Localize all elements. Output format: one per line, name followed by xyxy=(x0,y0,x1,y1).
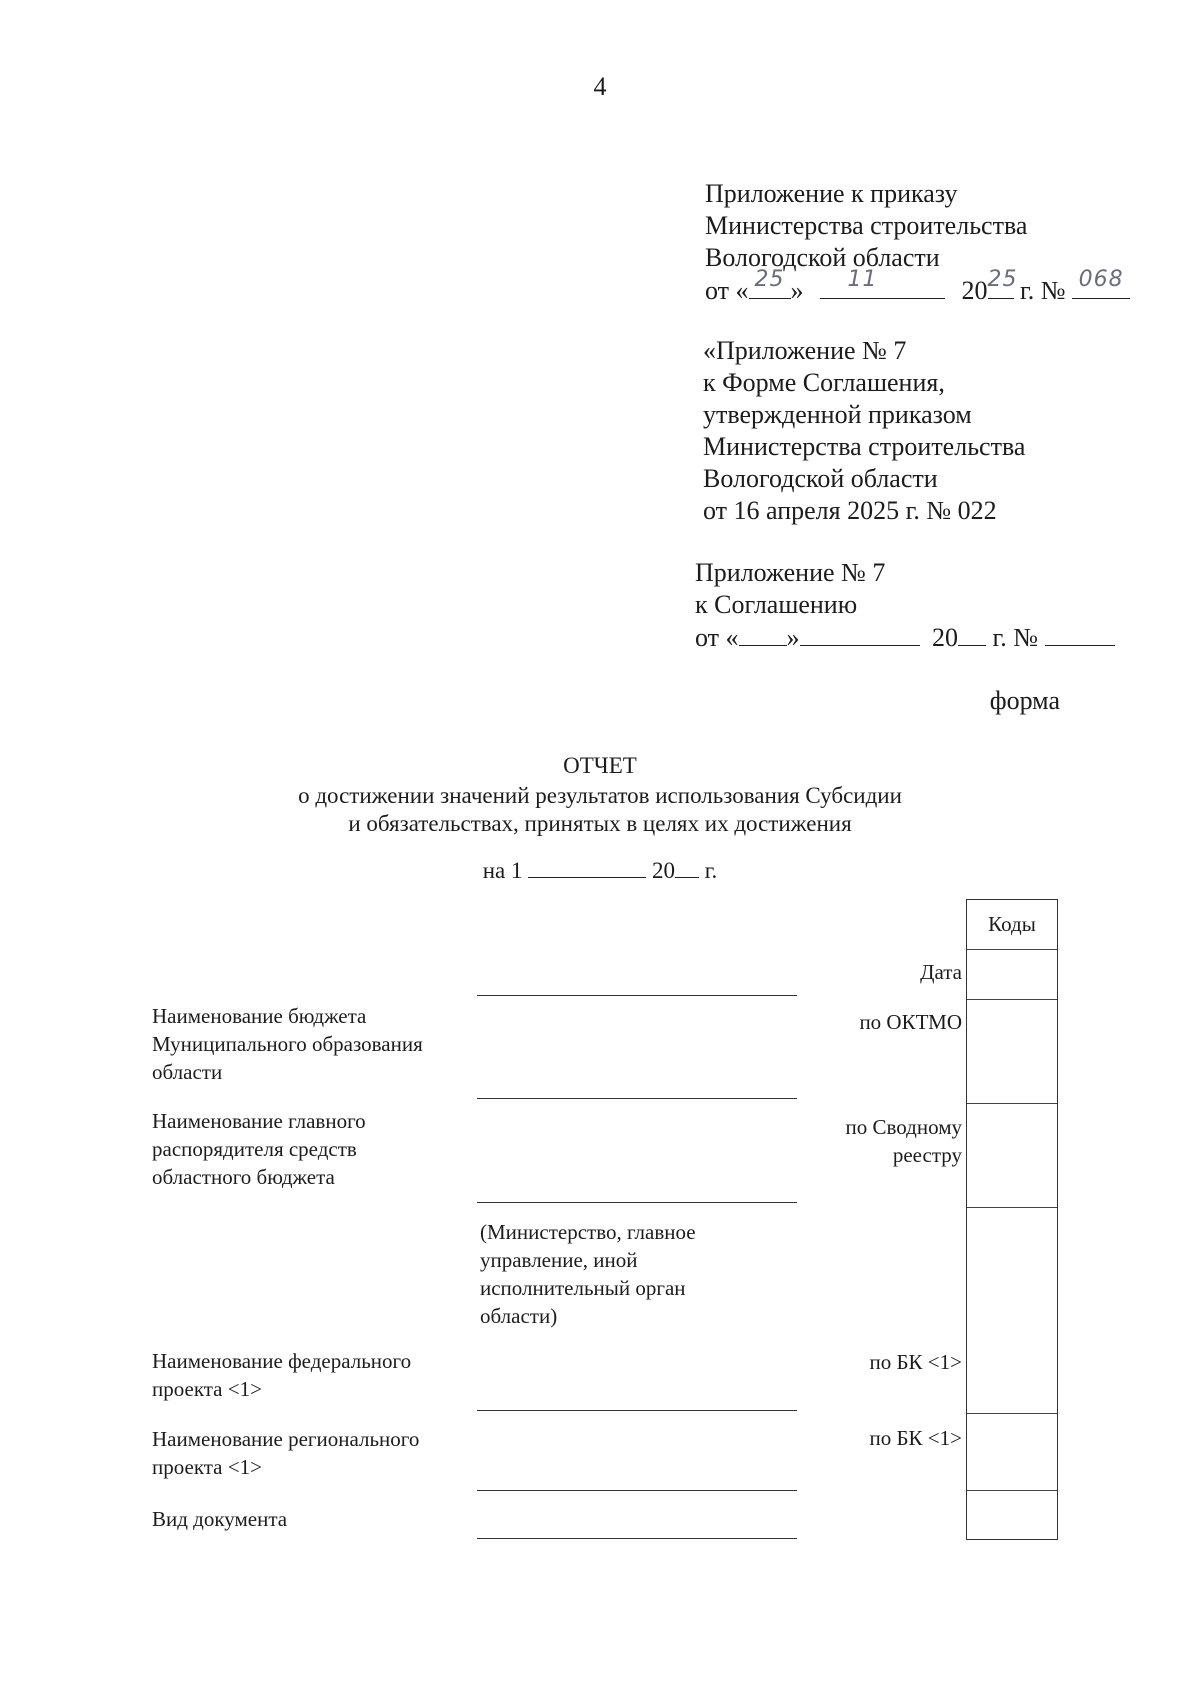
agreement-date-prefix: от « xyxy=(695,623,739,652)
agreement-date-mid: » xyxy=(786,623,800,652)
as-of-year: 20 xyxy=(651,858,675,883)
as-of-prefix: на 1 xyxy=(482,858,523,883)
code-cell-oktmo[interactable] xyxy=(967,1000,1057,1104)
appendix-form-line5: Вологодской области xyxy=(703,464,938,493)
report-subtitle-1: о достижении значений результатов использования Субсидии xyxy=(298,783,902,808)
appendix-order-date-line xyxy=(705,267,1130,307)
chief-manager-label: Наименование главного распорядителя средств областного бюджета xyxy=(152,1109,366,1189)
appendix-agreement-line2: к Соглашению xyxy=(695,590,858,619)
appendix-form-line3: утвержденной приказом xyxy=(703,400,972,429)
form-label: форма xyxy=(989,686,1060,715)
code-cell-svod[interactable] xyxy=(967,1104,1057,1208)
date-code-label: Дата xyxy=(920,960,962,984)
year-handwritten: 25 xyxy=(987,267,1018,292)
bk-code-label-1: по БК <1> xyxy=(869,1350,962,1374)
agreement-number-prefix: г. № xyxy=(986,623,1039,652)
federal-project-label: Наименование федерального проекта <1> xyxy=(152,1349,412,1401)
report-subtitle-2: и обязательствах, принятых в целях их достижения xyxy=(348,811,852,836)
number-prefix: г. № xyxy=(1013,276,1066,305)
agreement-year-field xyxy=(958,621,986,646)
chief-manager-hint: (Министерство, главное управление, иной исполнительный орган области) xyxy=(480,1220,696,1328)
day-field xyxy=(749,267,791,299)
month-field xyxy=(820,267,945,299)
svod-code-label: по Сводному реестру xyxy=(845,1115,962,1167)
appendix-order-line3: Вологодской области xyxy=(705,243,940,272)
appendix-form-line2: к Форме Соглашения, xyxy=(703,368,945,397)
number-field xyxy=(1072,267,1130,299)
agreement-day-field xyxy=(739,621,787,646)
fill-line-budget[interactable] xyxy=(477,1098,797,1099)
year-prefix: 20 xyxy=(961,276,988,305)
fill-line-federal[interactable] xyxy=(477,1410,797,1411)
appendix-agreement-line1: Приложение № 7 xyxy=(695,558,886,587)
appendix-order-line1: Приложение к приказу xyxy=(705,179,958,208)
code-cell-bk-2[interactable] xyxy=(967,1414,1057,1491)
fill-line-document-type[interactable] xyxy=(477,1538,797,1539)
date-mid: » xyxy=(790,276,804,305)
appendix-form-line4: Министерства строительства xyxy=(703,432,1026,461)
page-number: 4 xyxy=(593,72,607,101)
report-as-of-date xyxy=(0,857,1200,885)
number-handwritten: 068 xyxy=(1078,267,1124,292)
fill-line-chief-manager[interactable] xyxy=(477,1202,797,1203)
date-prefix: от « xyxy=(705,276,749,305)
codes-header: Коды xyxy=(967,900,1057,950)
as-of-year-field xyxy=(675,857,699,878)
appendix-agreement-date-line xyxy=(695,621,1115,654)
oktmo-code-label: по ОКТМО xyxy=(859,1010,962,1034)
appendix-order-line2: Министерства строительства xyxy=(705,211,1028,240)
code-cell-date[interactable] xyxy=(967,950,1057,1000)
budget-name-label: Наименование бюджета Муниципального образования области xyxy=(152,1004,423,1084)
year-field xyxy=(987,267,1018,299)
appendix-form-line6: от 16 апреля 2025 г. № 022 xyxy=(703,496,997,525)
agreement-month-field xyxy=(800,621,920,646)
day-handwritten: 25 xyxy=(754,267,785,292)
regional-project-label: Наименование регионального проекта <1> xyxy=(152,1427,420,1479)
agreement-year-prefix: 20 xyxy=(932,623,959,652)
codes-table xyxy=(966,899,1058,1540)
agreement-number-field xyxy=(1045,621,1115,646)
month-handwritten: 11 xyxy=(847,267,878,292)
code-cell-bk-1[interactable] xyxy=(967,1208,1057,1414)
as-of-month-field xyxy=(528,857,646,878)
as-of-suffix: г. xyxy=(704,858,718,883)
report-title: ОТЧЕТ xyxy=(563,753,637,778)
bk-code-label-2: по БК <1> xyxy=(869,1426,962,1450)
code-cell-document-type[interactable] xyxy=(967,1491,1057,1539)
appendix-form-line1: «Приложение № 7 xyxy=(703,336,907,365)
fill-line-regional[interactable] xyxy=(477,1490,797,1491)
fill-line-1[interactable] xyxy=(477,995,797,996)
document-type-label: Вид документа xyxy=(152,1507,288,1531)
